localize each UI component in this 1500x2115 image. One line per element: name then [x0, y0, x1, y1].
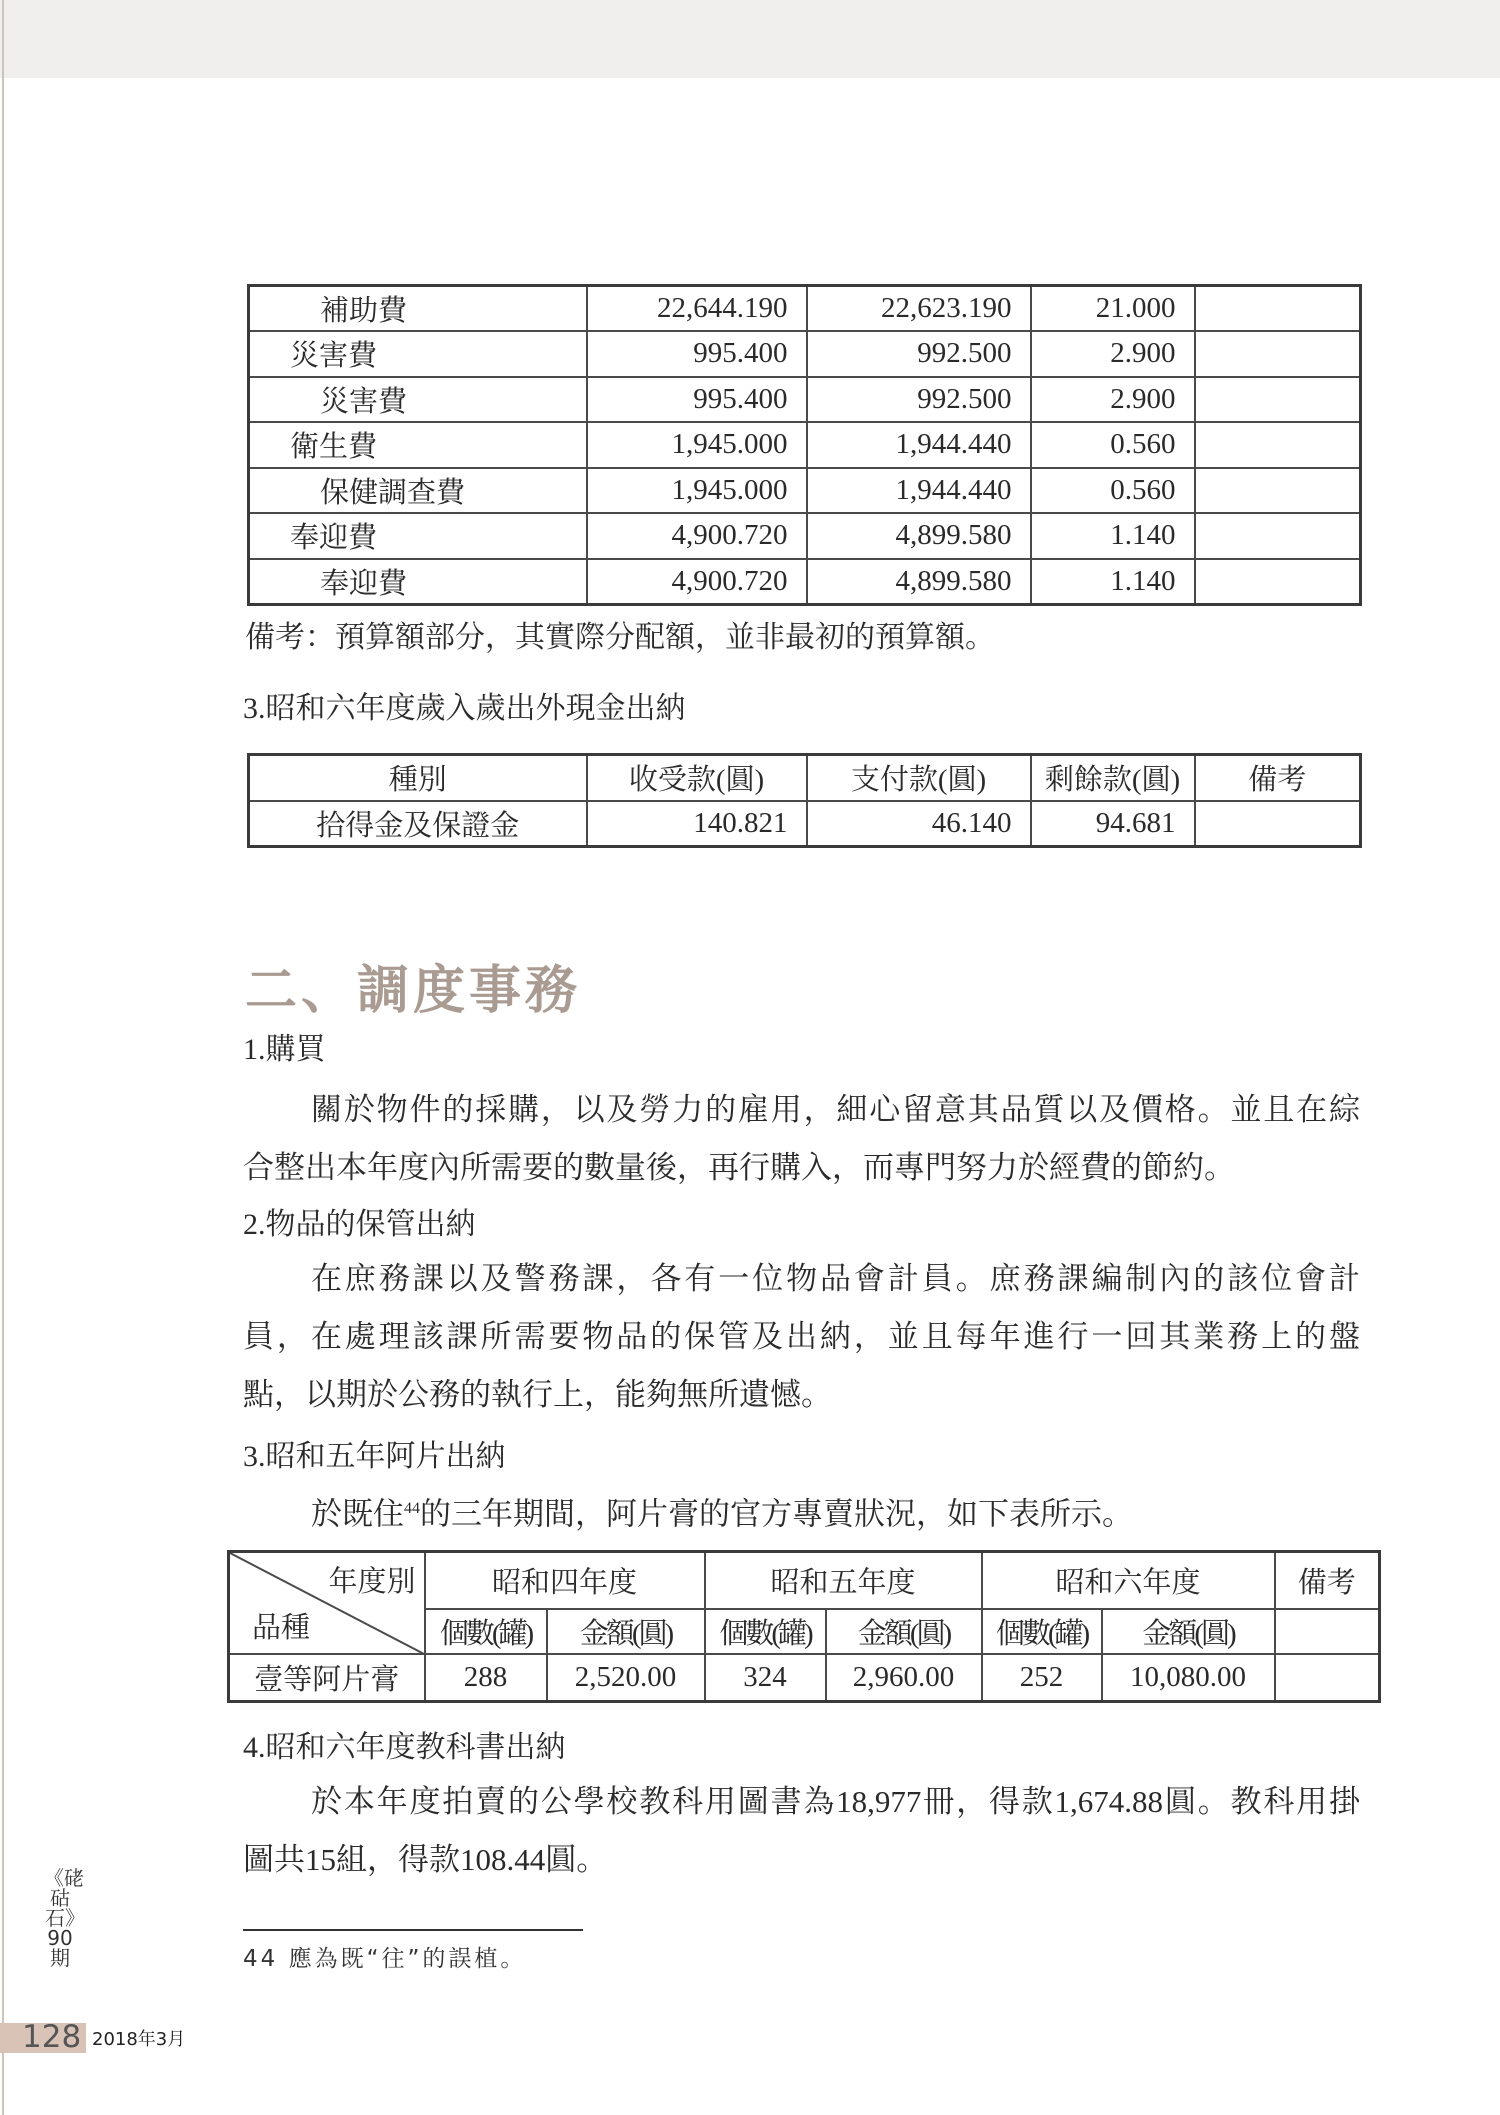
budget-remark: 備考：預算額部分，其實際分配額，並非最初的預算額。 — [245, 621, 995, 654]
table-row — [249, 801, 1361, 847]
sub-header: 個數(罐) — [425, 1609, 547, 1654]
section-heading: 二、調度事務 — [245, 961, 582, 1021]
cell-spent: 992.500 — [807, 331, 1031, 377]
paragraph-textbooks — [243, 1773, 1360, 1889]
year-header: 昭和四年度 — [425, 1552, 705, 1609]
cell-name: 保健調查費 — [249, 468, 587, 514]
paragraph-storage — [243, 1250, 1360, 1424]
cell-name: 奉迎費 — [249, 513, 587, 559]
subsection-title: 2.物品的保管出納 — [243, 1208, 476, 1241]
cell-spent: 4,899.580 — [807, 513, 1031, 559]
table-row — [229, 1654, 1380, 1702]
cash-table — [247, 753, 1362, 848]
item-name: 壹等阿片膏 — [229, 1654, 425, 1702]
text: 的三年期間，阿片膏的官方專賣狀況，如下表所示。 — [420, 1496, 1133, 1532]
cell-note — [1195, 559, 1361, 605]
cell-remain: 0.560 — [1031, 468, 1195, 514]
cell-budget: 1,945.000 — [587, 422, 807, 468]
sub-header: 個數(罐) — [705, 1609, 826, 1654]
cell-budget: 4,900.720 — [587, 559, 807, 605]
cell-remain: 1.140 — [1031, 513, 1195, 559]
paragraph-opium — [243, 1480, 1360, 1538]
scan-top-band — [0, 0, 1500, 78]
cell-spent: 1,944.440 — [807, 468, 1031, 514]
cell: 252 — [982, 1654, 1102, 1702]
cell: 46.140 — [807, 801, 1031, 847]
text-line: 員，在處理該課所需要物品的保管及出納，並且每年進行一回其業務上的盤 — [243, 1319, 1360, 1354]
note-header: 備考 — [1275, 1552, 1380, 1609]
cell: 拾得金及保證金 — [249, 801, 587, 847]
header-cell: 剩餘款(圓) — [1031, 755, 1195, 801]
cell-remain: 2.900 — [1031, 331, 1195, 377]
header-cell: 支付款(圓) — [807, 755, 1031, 801]
cell-note — [1195, 331, 1361, 377]
text-line — [243, 1480, 1360, 1538]
cell-remain: 2.900 — [1031, 377, 1195, 423]
cell-spent: 4,899.580 — [807, 559, 1031, 605]
footnote-rule — [243, 1929, 583, 1931]
cell — [1195, 801, 1361, 847]
cell-name: 災害費 — [249, 377, 587, 423]
cell: 288 — [425, 1654, 547, 1702]
cash-table-header — [249, 755, 1361, 801]
cell-note — [1195, 286, 1361, 332]
budget-table — [247, 284, 1362, 606]
table-row — [249, 513, 1361, 559]
table-row — [249, 468, 1361, 514]
cell-budget: 22,644.190 — [587, 286, 807, 332]
cell-spent: 1,944.440 — [807, 422, 1031, 468]
note-cell — [1275, 1609, 1380, 1654]
journal-title-vertical: 《硓𥑮石》90期 — [44, 1866, 84, 1970]
page-number: 128 — [22, 2019, 82, 2055]
footnote: 44 應為既“往”的誤植。 — [243, 1946, 527, 1972]
text-line: 合整出本年度內所需要的數量後，再行購入，而專門努力於經費的節約。 — [243, 1150, 1235, 1185]
page-edge-line — [2, 0, 4, 2115]
cell — [1275, 1654, 1380, 1702]
header-cell: 收受款(圓) — [587, 755, 807, 801]
paragraph-purchase — [243, 1081, 1360, 1197]
corner-header — [229, 1552, 425, 1654]
sub-header: 金額(圓) — [826, 1609, 982, 1654]
text-line: 關於物件的採購，以及勞力的雇用，細心留意其品質以及價格。並且在綜 — [311, 1092, 1360, 1127]
cell-remain: 21.000 — [1031, 286, 1195, 332]
table-row — [249, 377, 1361, 423]
text: 於既住 — [311, 1496, 404, 1532]
cell-name: 奉迎費 — [249, 559, 587, 605]
opium-table — [227, 1550, 1381, 1703]
cell: 94.681 — [1031, 801, 1195, 847]
sub-header: 金額(圓) — [547, 1609, 705, 1654]
header-cell: 備考 — [1195, 755, 1361, 801]
header-cell: 種別 — [249, 755, 587, 801]
text-line: 於本年度拍賣的公學校教科用圖書為18,977冊，得款1,674.88圓。教科用掛 — [311, 1784, 1360, 1819]
cell-budget: 4,900.720 — [587, 513, 807, 559]
issue-date: 2018年3月 — [92, 2029, 186, 2050]
text-line: 點，以期於公務的執行上，能夠無所遺憾。 — [243, 1377, 832, 1412]
table-row — [249, 331, 1361, 377]
cell-remain: 0.560 — [1031, 422, 1195, 468]
sub-header: 金額(圓) — [1102, 1609, 1275, 1654]
subsection-title: 1.購買 — [243, 1033, 326, 1066]
cell-remain: 1.140 — [1031, 559, 1195, 605]
table-row — [249, 422, 1361, 468]
cell-spent: 22,623.190 — [807, 286, 1031, 332]
cash-section-title: 3.昭和六年度歲入歲出外現金出納 — [243, 692, 686, 725]
cell-name: 衛生費 — [249, 422, 587, 468]
sub-header: 個數(罐) — [982, 1609, 1102, 1654]
year-header: 昭和六年度 — [982, 1552, 1275, 1609]
year-header: 昭和五年度 — [705, 1552, 982, 1609]
cell-note — [1195, 468, 1361, 514]
text-line: 在庶務課以及警務課，各有一位物品會計員。庶務課編制內的該位會計 — [311, 1261, 1360, 1296]
footnote-ref[interactable]: 44 — [404, 1500, 420, 1517]
cell-budget: 995.400 — [587, 377, 807, 423]
cell: 140.821 — [587, 801, 807, 847]
cell-note — [1195, 422, 1361, 468]
corner-top-label: 年度別 — [328, 1566, 416, 1598]
cell: 2,520.00 — [547, 1654, 705, 1702]
cell: 324 — [705, 1654, 826, 1702]
cell-name: 補助費 — [249, 286, 587, 332]
table-row — [249, 559, 1361, 605]
cell-note — [1195, 513, 1361, 559]
subsection-title: 4.昭和六年度教科書出納 — [243, 1731, 566, 1764]
cell-name: 災害費 — [249, 331, 587, 377]
corner-bottom-label: 品種 — [252, 1612, 311, 1644]
cell-spent: 992.500 — [807, 377, 1031, 423]
cell: 10,080.00 — [1102, 1654, 1275, 1702]
cell-note — [1195, 377, 1361, 423]
cell-budget: 995.400 — [587, 331, 807, 377]
cell: 2,960.00 — [826, 1654, 982, 1702]
cell-budget: 1,945.000 — [587, 468, 807, 514]
subsection-title: 3.昭和五年阿片出納 — [243, 1440, 506, 1473]
table-row — [249, 286, 1361, 332]
text-line: 圖共15組，得款108.44圓。 — [243, 1842, 608, 1877]
